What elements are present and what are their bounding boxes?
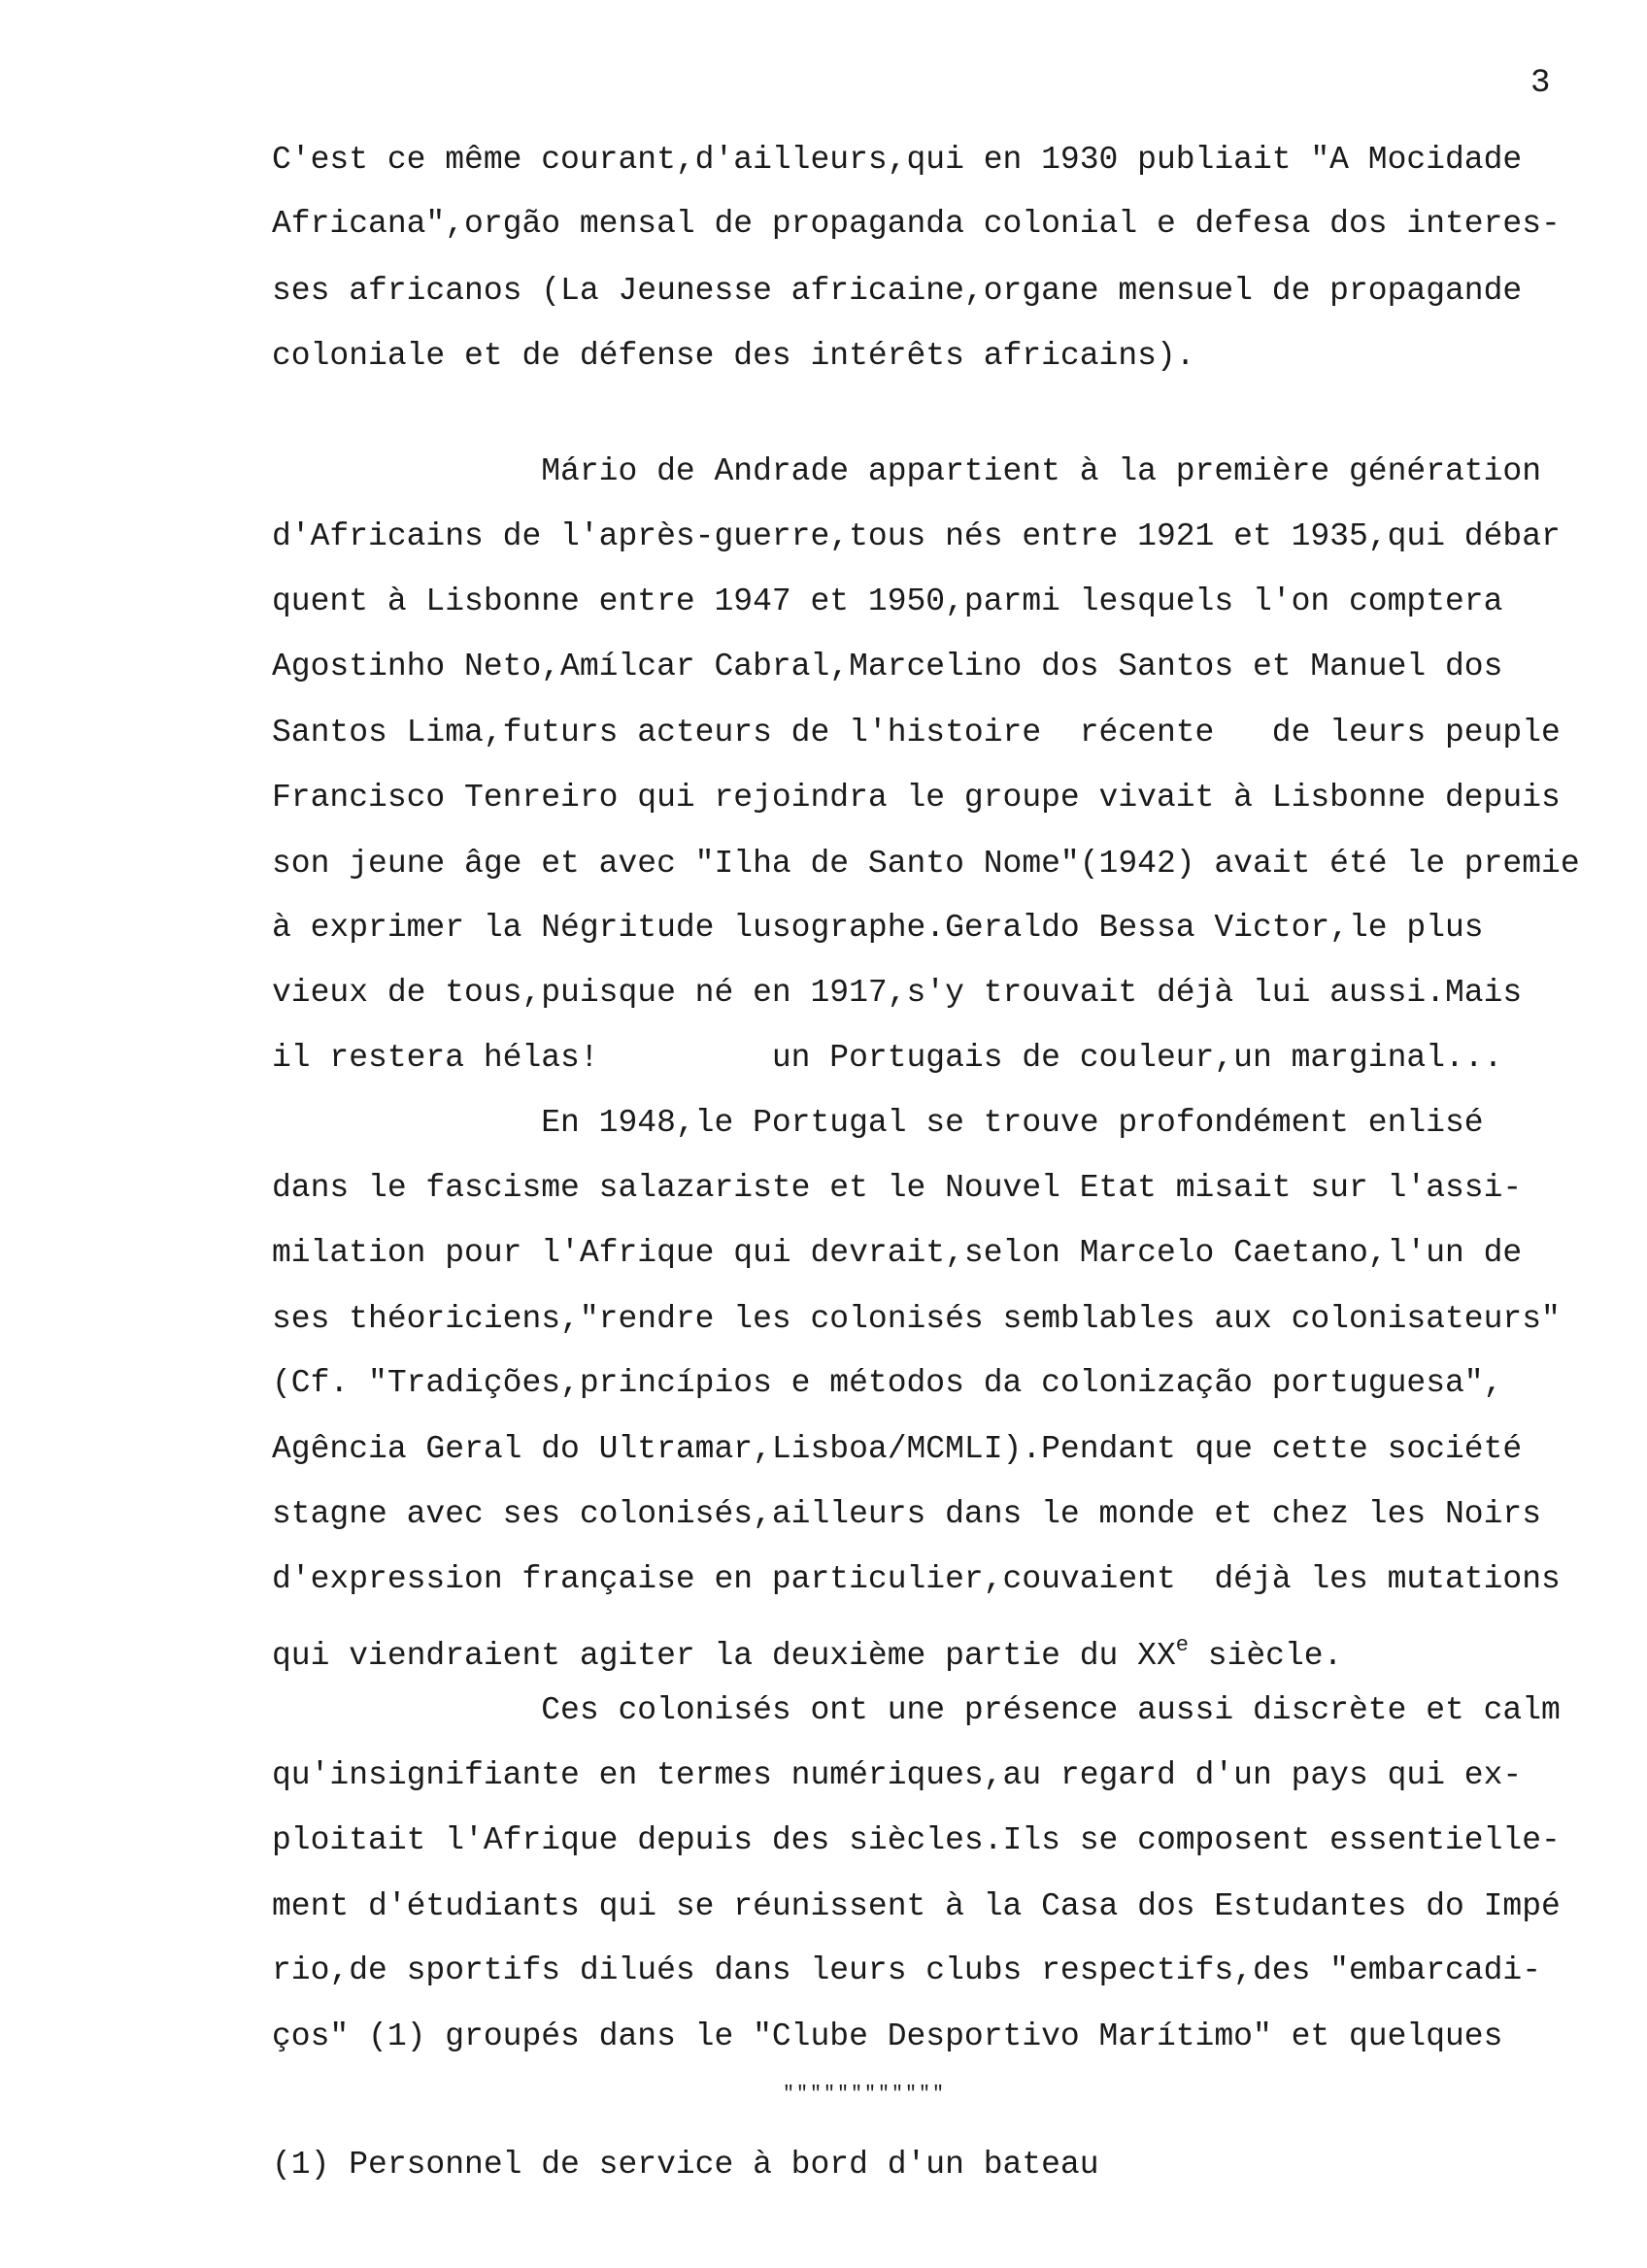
text-line-2: Africana",orgão mensal de propaganda colonial e defesa dos interes- — [272, 206, 1561, 242]
text-line-8: Agostinho Neto,Amílcar Cabral,Marcelino dos Santos et Manuel dos — [272, 649, 1503, 684]
text-line-10: Francisco Tenreiro qui rejoindra le groupe vivait à Lisbonne depuis — [272, 780, 1561, 816]
text-line-3: ses africanos (La Jeunesse africaine,organe mensuel de propagande — [272, 273, 1523, 309]
text-line-18: ses théoriciens,"rendre les colonisés semblables aux colonisateurs" — [272, 1301, 1561, 1337]
text-line-23 — [272, 1626, 1342, 1676]
text-line-6: d'Africains de l'après-guerre,tous nés entre 1921 et 1935,qui débar — [272, 518, 1561, 554]
footnote: (1) Personnel de service à bord d'un bateau — [272, 2147, 1099, 2183]
text-line-15: En 1948,le Portugal se trouve profondément enlisé — [272, 1105, 1484, 1141]
text-line-24: Ces colonisés ont une présence aussi discrète et calm — [272, 1692, 1561, 1728]
text-line-13: vieux de tous,puisque né en 1917,s'y trouvait déjà lui aussi.Mais — [272, 975, 1523, 1011]
text-line-4: coloniale et de défense des intérêts africains). — [272, 338, 1195, 374]
text-line-5: Mário de Andrade appartient à la première génération — [272, 453, 1542, 489]
text-line-14: il restera hélas! un Portugais de couleur,un marginal... — [272, 1040, 1503, 1076]
text-line-25: qu'insignifiante en termes numériques,au regard d'un pays qui ex- — [272, 1757, 1523, 1793]
text-line-1: C'est ce même courant,d'ailleurs,qui en 1930 publiait "A Mocidade — [272, 142, 1523, 178]
text-line-28: rio,de sportifs dilués dans leurs clubs respectifs,des "embarcadi- — [272, 1952, 1542, 1988]
text-line-17: milation pour l'Afrique qui devrait,selon Marcelo Caetano,l'un de — [272, 1235, 1523, 1271]
text-line-20: Agência Geral do Ultramar,Lisboa/MCMLI).Pendant que cette société — [272, 1431, 1523, 1467]
text-line-26: ploitait l'Afrique depuis des siècles.Ils se composent essentielle- — [272, 1822, 1561, 1858]
text-line-23-main: qui viendraient agiter la deuxième partie du XX — [272, 1638, 1176, 1674]
text-line-21: stagne avec ses colonisés,ailleurs dans le monde et chez les Noirs — [272, 1496, 1542, 1532]
superscript: e — [1175, 1633, 1189, 1657]
text-line-23-end: siècle. — [1188, 1638, 1343, 1674]
text-line-27: ment d'étudiants qui se réunissent à la Casa dos Estudantes do Impé — [272, 1888, 1561, 1924]
text-line-22: d'expression française en particulier,couvaient déjà les mutations — [272, 1561, 1561, 1597]
page-number: 3 — [1530, 65, 1551, 102]
text-line-9: Santos Lima,futurs acteurs de l'histoire récente de leurs peuple — [272, 715, 1561, 750]
text-line-11: son jeune âge et avec "Ilha de Santo Nome"(1942) avait été le premie — [272, 846, 1580, 882]
text-line-16: dans le fascisme salazariste et le Nouvel Etat misait sur l'assi- — [272, 1170, 1523, 1206]
text-line-12: à exprimer la Négritude lusographe.Geraldo Bessa Victor,le plus — [272, 910, 1484, 946]
text-line-7: quent à Lisbonne entre 1947 et 1950,parmi lesquels l'on comptera — [272, 584, 1503, 619]
separator: """""""""""" — [783, 2084, 947, 2106]
text-line-29: ços" (1) groupés dans le "Clube Desportivo Marítimo" et quelques — [272, 2018, 1503, 2054]
text-line-19: (Cf. "Tradições,princípios e métodos da colonização portuguesa", — [272, 1365, 1503, 1401]
